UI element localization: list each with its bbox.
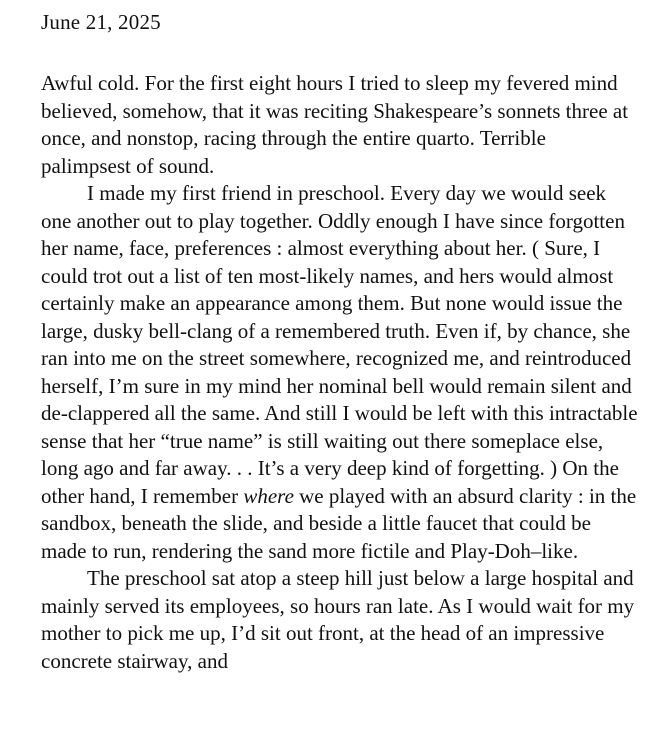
paragraph-2 [41,180,638,565]
paragraph-2-text-a: I made my first friend in preschool. Every day we would seek one another out to play together. Oddly enough I have since forgotten her name, face, preferences : almost everything about her. ( Sure, I could trot out a list of ten most-likely names, and hers would almost certainly make an appearance among them. But none would issue the large, dusky bell-clang of a remembered truth. Even if, by chance, she ran into me on the street somewhere, recognized me, and reintroduced herself, I’m sure in my mind her nominal bell would remain silent and de-clappered all the same. And still I would be left with this intractable sense that her “true name” is still waiting out there someplace else, long ago and far away. . . It’s a very deep kind of forgetting. ) On the other hand, I remember [41,181,638,508]
paragraph-3 [41,565,638,675]
entry-date: June 21, 2025 [41,10,161,34]
paragraph-3-text: The preschool sat atop a steep hill just below a large hospital and mainly served its employees, so hours ran late. As I would wait for my mother to pick me up, I’d sit out front, at the head of an impressive concrete stairway, and [41,566,635,673]
paragraph-1-text: Awful cold. For the first eight hours I tried to sleep my fevered mind believed, somehow, that it was reciting Shakespeare’s sonnets three at once, and nonstop, racing through the entire quarto. Terrible palimpsest of sound. [41,71,629,178]
paragraph-2-italic-where: where [243,483,294,508]
entry-body [41,70,638,675]
paragraph-2-text-b: we played with an absurd clarity : in the sandbox, beneath the slide, and beside a little faucet that could be made to run, rendering the sand more fictile and Play-Doh–like. [41,483,637,563]
paragraph-1 [41,70,638,180]
